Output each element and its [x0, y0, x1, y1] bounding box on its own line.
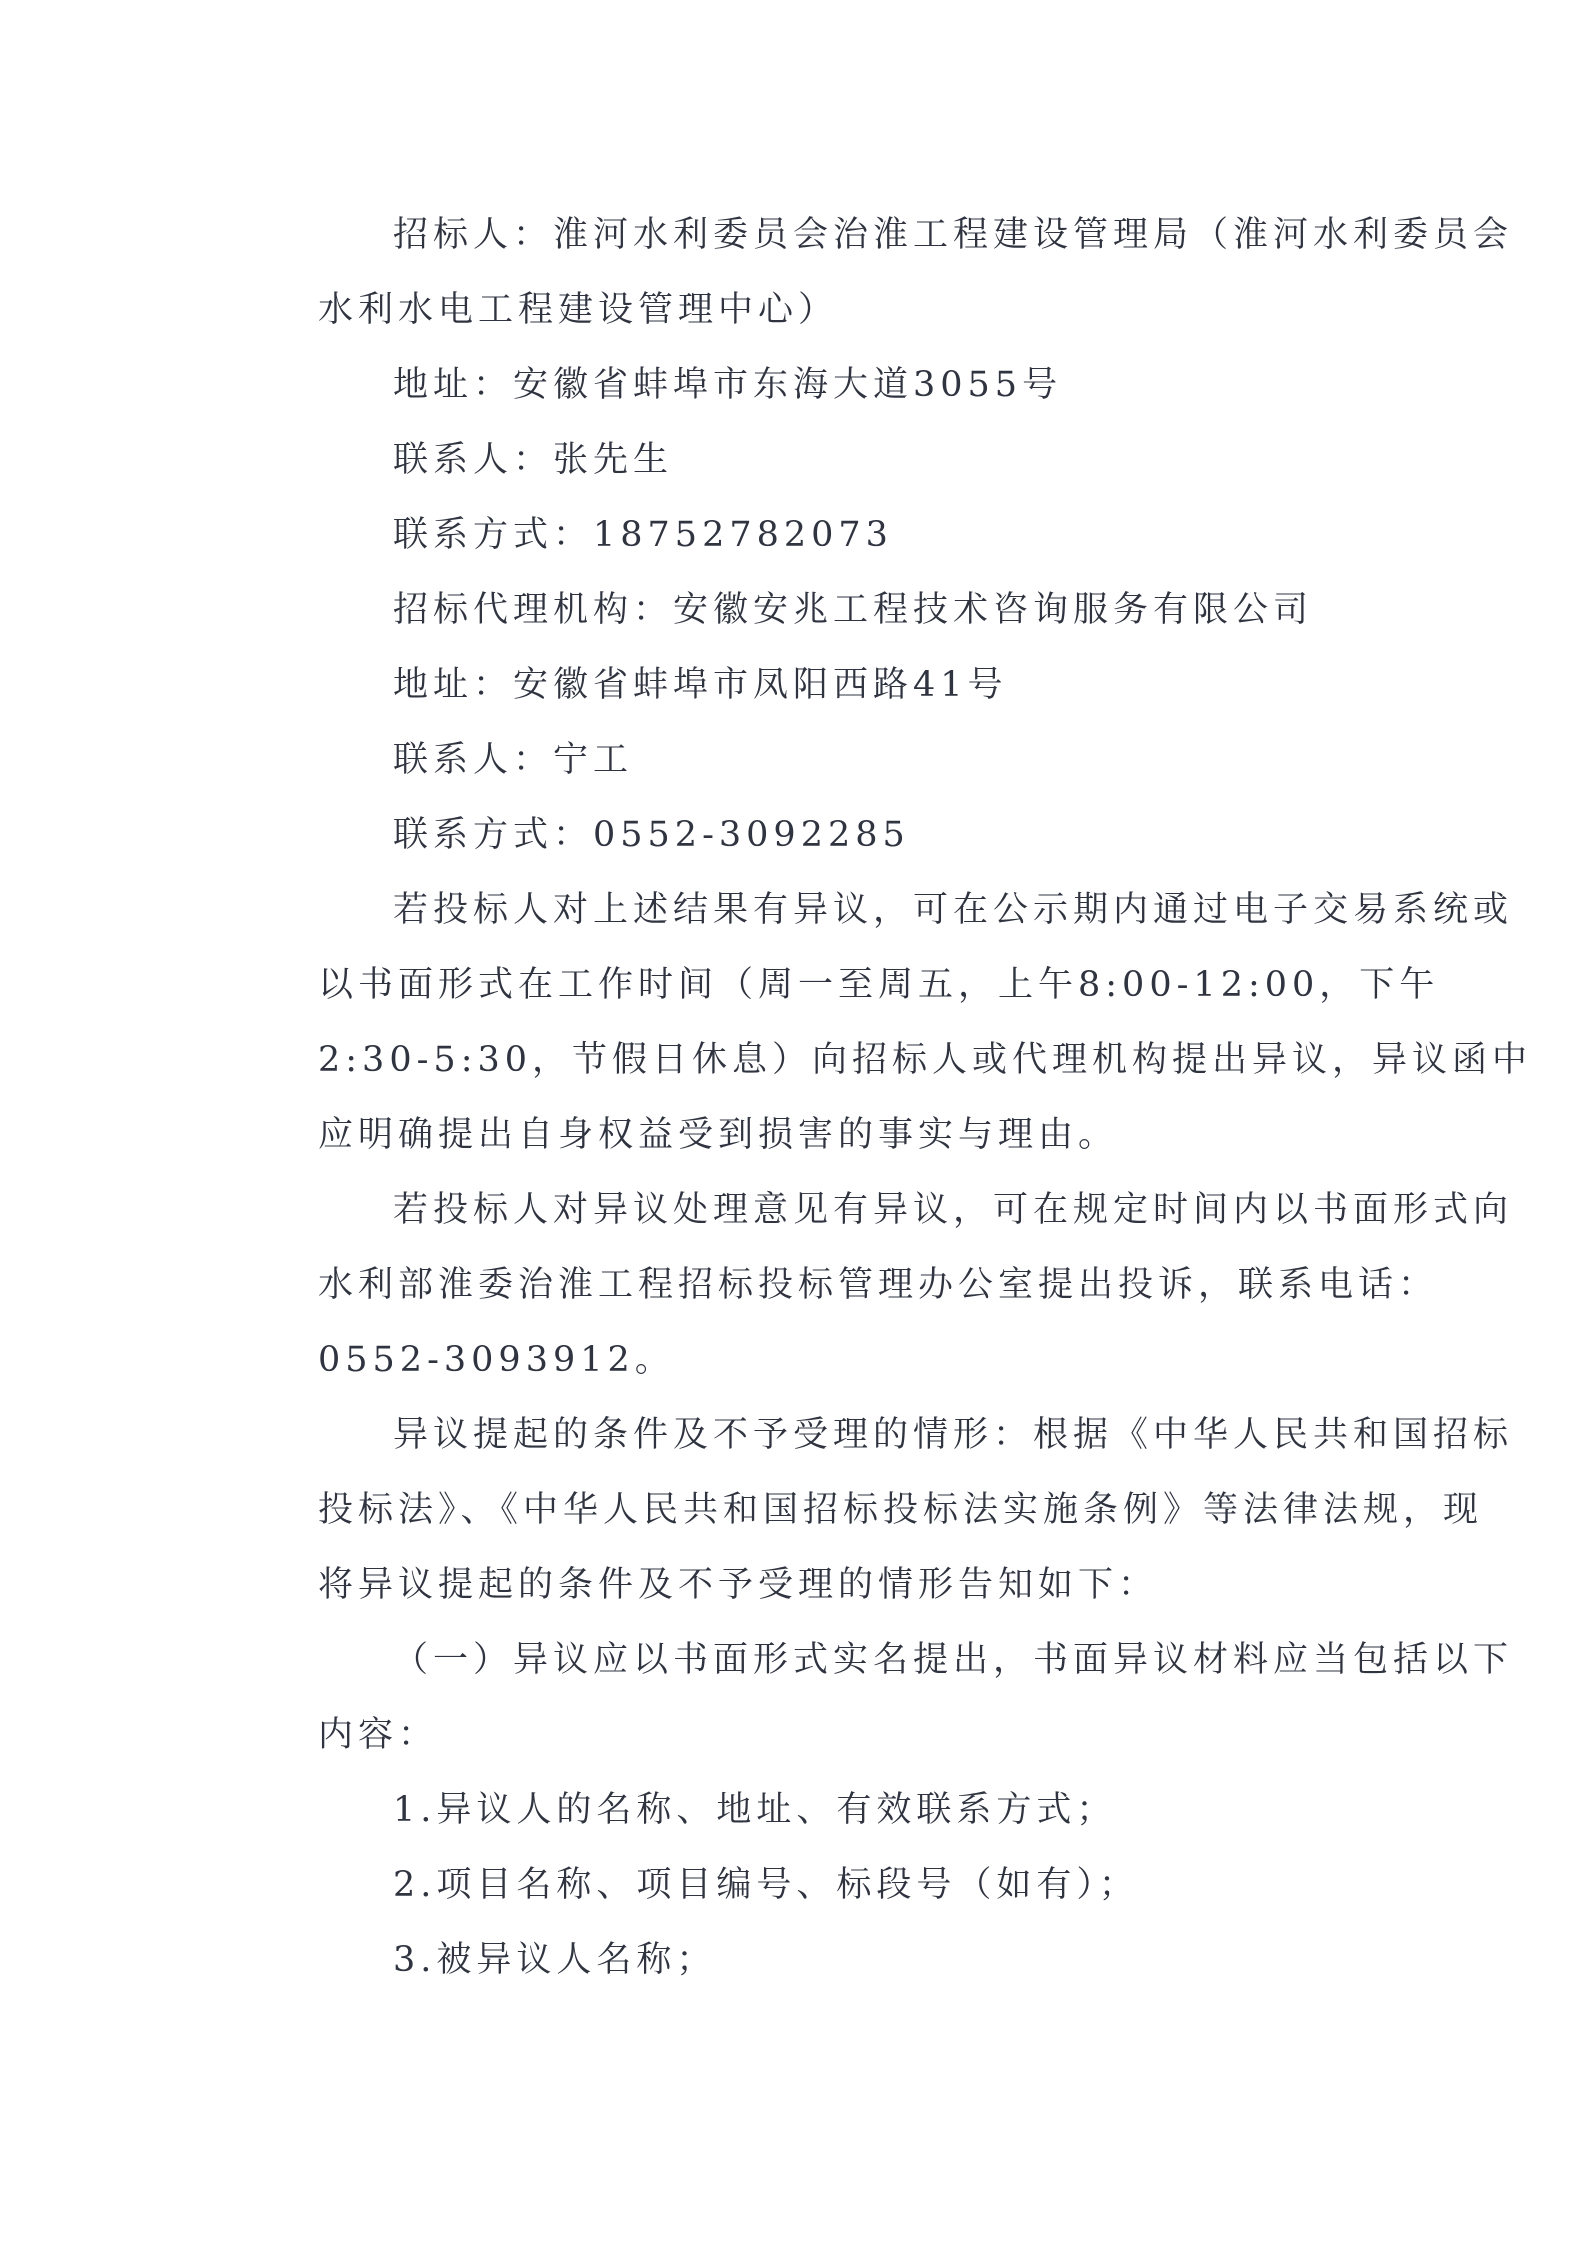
text-line: 水利部淮委治淮工程招标投标管理办公室提出投诉，联系电话： [318, 1265, 1439, 1305]
paragraph-tenderer-contact [243, 423, 1353, 498]
text-line: 0552-3093912。 [318, 1340, 675, 1380]
text-line: 联系人：宁工 [393, 740, 634, 780]
paragraph-complaint [243, 1173, 1514, 1398]
text-line: 招标人：淮河水利委员会治淮工程建设管理局（淮河水利委员会 [393, 215, 1514, 255]
text-line: 投标法》、《中华人民共和国招标投标法实施条例》等法律法规，现 [318, 1490, 1484, 1530]
text-line: 以书面形式在工作时间（周一至周五，上午8:00-12:00，下午 [318, 965, 1440, 1005]
text-line: 若投标人对上述结果有异议，可在公示期内通过电子交易系统或 [393, 890, 1514, 930]
paragraph-agency [243, 573, 1353, 648]
paragraph-objection [243, 873, 1533, 1173]
text-line: 异议提起的条件及不予受理的情形：根据《中华人民共和国招标 [393, 1415, 1514, 1455]
text-line: 1.异议人的名称、地址、有效联系方式； [393, 1790, 1117, 1830]
list-item-1 [243, 1773, 1353, 1848]
text-line: （一）异议应以书面形式实名提出，书面异议材料应当包括以下 [393, 1640, 1514, 1680]
paragraph-agency-contact [243, 723, 1353, 798]
document-body [243, 198, 1533, 1998]
text-line: 应明确提出自身权益受到损害的事实与理由。 [318, 1115, 1119, 1155]
text-line: 内容： [318, 1715, 439, 1755]
paragraph-tenderer-address [243, 348, 1353, 423]
text-line: 联系方式：18752782073 [393, 515, 893, 555]
paragraph-conditions [243, 1398, 1514, 1623]
text-line: 2:30-5:30，节假日休息）向招标人或代理机构提出异议，异议函中 [318, 1040, 1533, 1080]
list-item-3 [243, 1923, 1353, 1998]
text-line: 2.项目名称、项目编号、标段号（如有）； [393, 1865, 1139, 1905]
paragraph-agency-address [243, 648, 1353, 723]
text-line: 3.被异议人名称； [393, 1940, 717, 1980]
text-line: 将异议提起的条件及不予受理的情形告知如下： [318, 1565, 1159, 1605]
list-item-2 [243, 1848, 1353, 1923]
paragraph-tenderer-phone [243, 498, 1353, 573]
text-line: 若投标人对异议处理意见有异议，可在规定时间内以书面形式向 [393, 1190, 1514, 1230]
text-line: 水利水电工程建设管理中心） [318, 290, 839, 330]
paragraph-agency-phone [243, 798, 1353, 873]
text-line: 招标代理机构：安徽安兆工程技术咨询服务有限公司 [393, 590, 1314, 630]
text-line: 地址：安徽省蚌埠市凤阳西路41号 [393, 665, 1008, 705]
text-line: 地址：安徽省蚌埠市东海大道3055号 [393, 365, 1063, 405]
paragraph-section-one [243, 1623, 1514, 1773]
text-line: 联系方式：0552-3092285 [393, 815, 910, 855]
paragraph-tenderer [243, 198, 1514, 348]
text-line: 联系人：张先生 [393, 440, 674, 480]
